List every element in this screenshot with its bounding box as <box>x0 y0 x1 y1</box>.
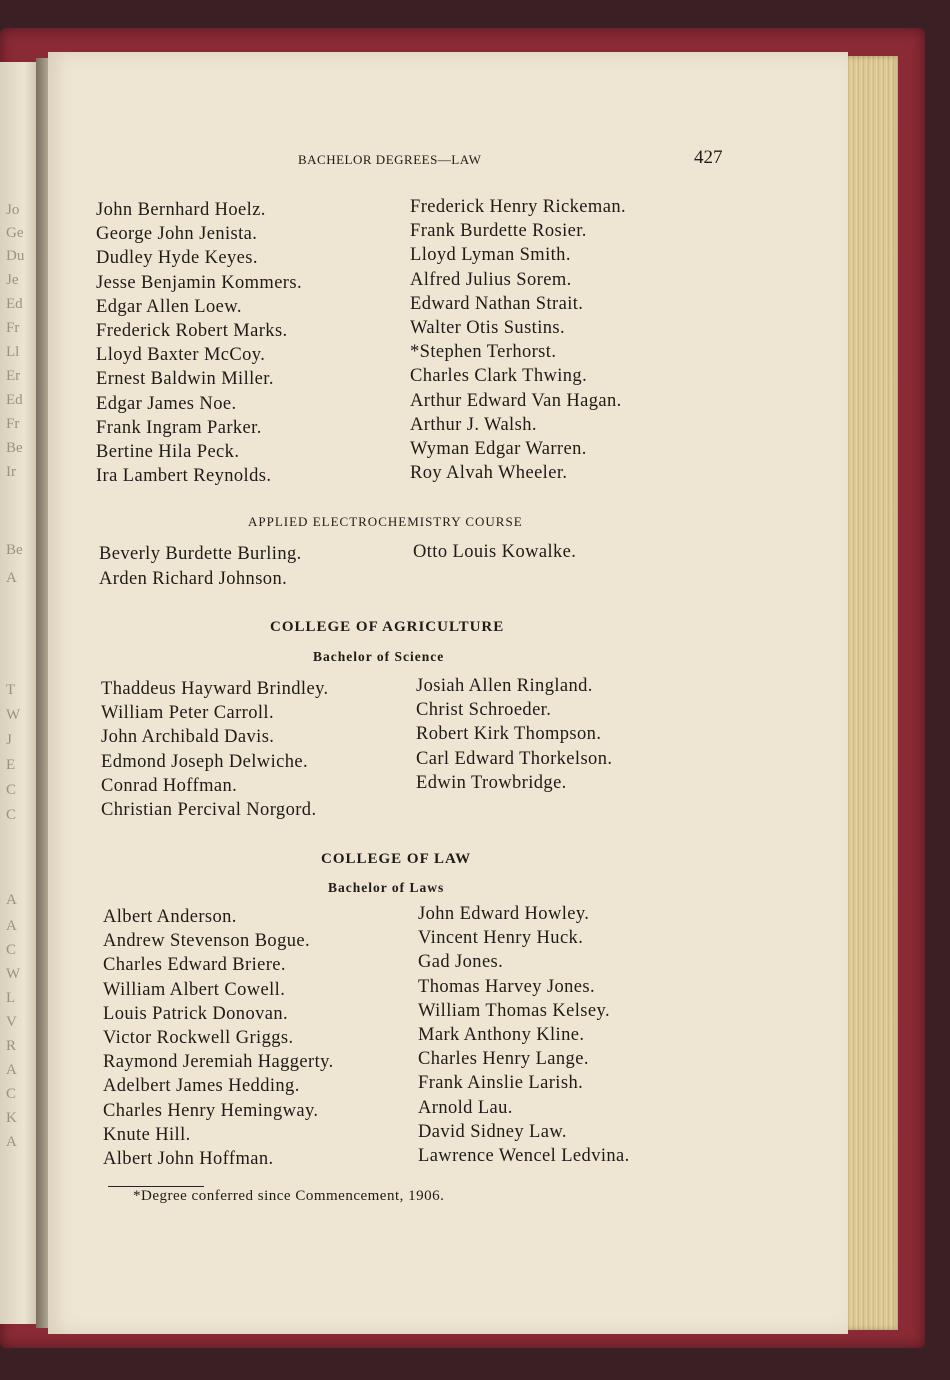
graduate-name: Frank Ainslie Larish. <box>418 1073 584 1094</box>
graduate-name: Otto Louis Kowalke. <box>413 542 577 562</box>
graduate-name: Frank Burdette Rosier. <box>410 221 587 242</box>
facing-page-text-fragment: K <box>6 1110 17 1126</box>
graduate-name: Arnold Lau. <box>418 1097 513 1118</box>
footnote: *Degree conferred since Commencement, 1906. <box>133 1188 445 1204</box>
facing-page-text-fragment: Ge <box>6 225 24 241</box>
graduate-name: Frank Ingram Parker. <box>96 417 262 438</box>
graduate-name: Josiah Allen Ringland. <box>416 676 593 696</box>
graduate-name: Conrad Hoffman. <box>101 775 238 796</box>
facing-page-text-fragment: W <box>6 966 21 982</box>
graduate-name: David Sidney Law. <box>418 1121 567 1142</box>
page-edges <box>840 56 898 1330</box>
graduate-name: Arthur J. Walsh. <box>410 414 537 435</box>
graduate-name: Louis Patrick Donovan. <box>103 1003 289 1024</box>
facing-page-text-fragment: Je <box>6 272 19 288</box>
facing-page-edge <box>0 62 40 1324</box>
graduate-name: Gad Jones. <box>418 952 504 973</box>
graduate-name: Christian Percival Norgord. <box>101 800 317 820</box>
facing-page-text-fragment: Ed <box>6 296 23 312</box>
facing-page-text-fragment: J <box>6 732 12 748</box>
graduate-name: Edwin Trowbridge. <box>416 772 567 793</box>
graduate-name: Thomas Harvey Jones. <box>418 976 596 997</box>
graduate-name: Charles Clark Thwing. <box>410 366 588 387</box>
graduate-name: Beverly Burdette Burling. <box>99 544 302 564</box>
facing-page-text-fragment: Be <box>6 542 23 558</box>
graduate-name: John Edward Howley. <box>418 904 590 924</box>
graduate-name: Charles Henry Lange. <box>418 1049 589 1070</box>
facing-page-text-fragment: C <box>6 1086 17 1102</box>
graduate-name: John Bernhard Hoelz. <box>96 200 266 220</box>
graduate-name: Walter Otis Sustins. <box>410 318 566 338</box>
graduate-name: William Peter Carroll. <box>101 703 274 724</box>
facing-page-text-fragment: Ll <box>6 344 20 360</box>
graduate-name: Edward Nathan Strait. <box>410 293 584 314</box>
graduate-name: Wyman Edgar Warren. <box>410 439 587 459</box>
law-college-heading: COLLEGE OF LAW <box>321 851 472 867</box>
graduate-name: Arthur Edward Van Hagan. <box>410 390 622 411</box>
law-college-subheading: Bachelor of Laws <box>328 880 445 895</box>
facing-page-text-fragment: Be <box>6 440 23 456</box>
facing-page-text-fragment: Ir <box>6 464 16 480</box>
graduate-name: Albert Anderson. <box>103 907 237 927</box>
facing-page-text-fragment: Jo <box>6 202 20 218</box>
graduate-name: Ira Lambert Reynolds. <box>96 466 272 487</box>
facing-page-text-fragment: A <box>6 1062 17 1078</box>
graduate-name: Lloyd Baxter McCoy. <box>96 345 266 366</box>
graduate-name: Andrew Stevenson Bogue. <box>103 931 311 952</box>
facing-page-text-fragment: Fr <box>6 320 20 336</box>
facing-page-text-fragment: R <box>6 1038 17 1054</box>
book-page <box>48 52 848 1334</box>
graduate-name: William Thomas Kelsey. <box>418 1000 610 1021</box>
graduate-name: Charles Henry Hemingway. <box>103 1100 319 1121</box>
graduate-name: Lawrence Wencel Ledvina. <box>418 1146 630 1166</box>
facing-page-text-fragment: A <box>6 570 17 586</box>
page-number: 427 <box>694 147 723 168</box>
graduate-name: *Stephen Terhorst. <box>410 342 557 363</box>
graduate-name: Roy Alvah Wheeler. <box>410 463 568 484</box>
graduate-name: Adelbert James Hedding. <box>103 1076 300 1097</box>
graduate-name: Carl Edward Thorkelson. <box>416 748 613 769</box>
graduate-name: George John Jenista. <box>96 224 258 245</box>
facing-page-text-fragment: C <box>6 782 17 798</box>
graduate-name: Albert John Hoffman. <box>103 1149 274 1169</box>
graduate-name: Ernest Baldwin Miller. <box>96 369 274 390</box>
graduate-name: Knute Hill. <box>103 1124 191 1145</box>
facing-page-text-fragment: A <box>6 892 17 908</box>
electrochemistry-heading: APPLIED ELECTROCHEMISTRY COURSE <box>248 514 523 529</box>
facing-page-text-fragment: E <box>6 757 16 773</box>
facing-page-text-fragment: Du <box>6 248 25 264</box>
graduate-name: Mark Anthony Kline. <box>418 1025 585 1045</box>
graduate-name: Edmond Joseph Delwiche. <box>101 751 309 772</box>
graduate-name: Edgar Allen Loew. <box>96 296 242 317</box>
graduate-name: Robert Kirk Thompson. <box>416 724 602 745</box>
graduate-name: Arden Richard Johnson. <box>99 569 288 589</box>
facing-page-text-fragment: Er <box>6 368 21 384</box>
facing-page-text-fragment: L <box>6 990 16 1006</box>
graduate-name: Vincent Henry Huck. <box>418 928 584 949</box>
facing-page-text-fragment: C <box>6 942 17 958</box>
facing-page-text-fragment: W <box>6 707 21 723</box>
agriculture-heading: COLLEGE OF AGRICULTURE <box>270 619 505 635</box>
graduate-name: Charles Edward Briere. <box>103 955 286 976</box>
running-head: BACHELOR DEGREES—LAW <box>298 152 482 167</box>
graduate-name: Frederick Henry Rickeman. <box>410 197 626 217</box>
graduate-name: Frederick Robert Marks. <box>96 321 288 341</box>
graduate-name: Lloyd Lyman Smith. <box>410 245 571 266</box>
footnote-rule <box>108 1186 204 1187</box>
graduate-name: Christ Schroeder. <box>416 700 552 721</box>
graduate-name: Alfred Julius Sorem. <box>410 269 572 290</box>
graduate-name: Dudley Hyde Keyes. <box>96 248 258 269</box>
graduate-name: John Archibald Davis. <box>101 727 275 748</box>
facing-page-text-fragment: T <box>6 682 16 698</box>
graduate-name: Raymond Jeremiah Haggerty. <box>103 1052 334 1073</box>
facing-page-text-fragment: C <box>6 807 17 823</box>
facing-page-text-fragment: V <box>6 1014 17 1030</box>
facing-page-text-fragment: Ed <box>6 392 23 408</box>
graduate-name: Victor Rockwell Griggs. <box>103 1028 294 1048</box>
graduate-name: Jesse Benjamin Kommers. <box>96 272 302 293</box>
agriculture-subheading: Bachelor of Science <box>313 649 445 664</box>
facing-page-text-fragment: Fr <box>6 416 20 432</box>
facing-page-text-fragment: A <box>6 918 17 934</box>
graduate-name: Thaddeus Hayward Brindley. <box>101 679 329 699</box>
graduate-name: William Albert Cowell. <box>103 979 286 1000</box>
graduate-name: Bertine Hila Peck. <box>96 442 240 462</box>
graduate-name: Edgar James Noe. <box>96 393 237 414</box>
facing-page-text-fragment: A <box>6 1134 17 1150</box>
